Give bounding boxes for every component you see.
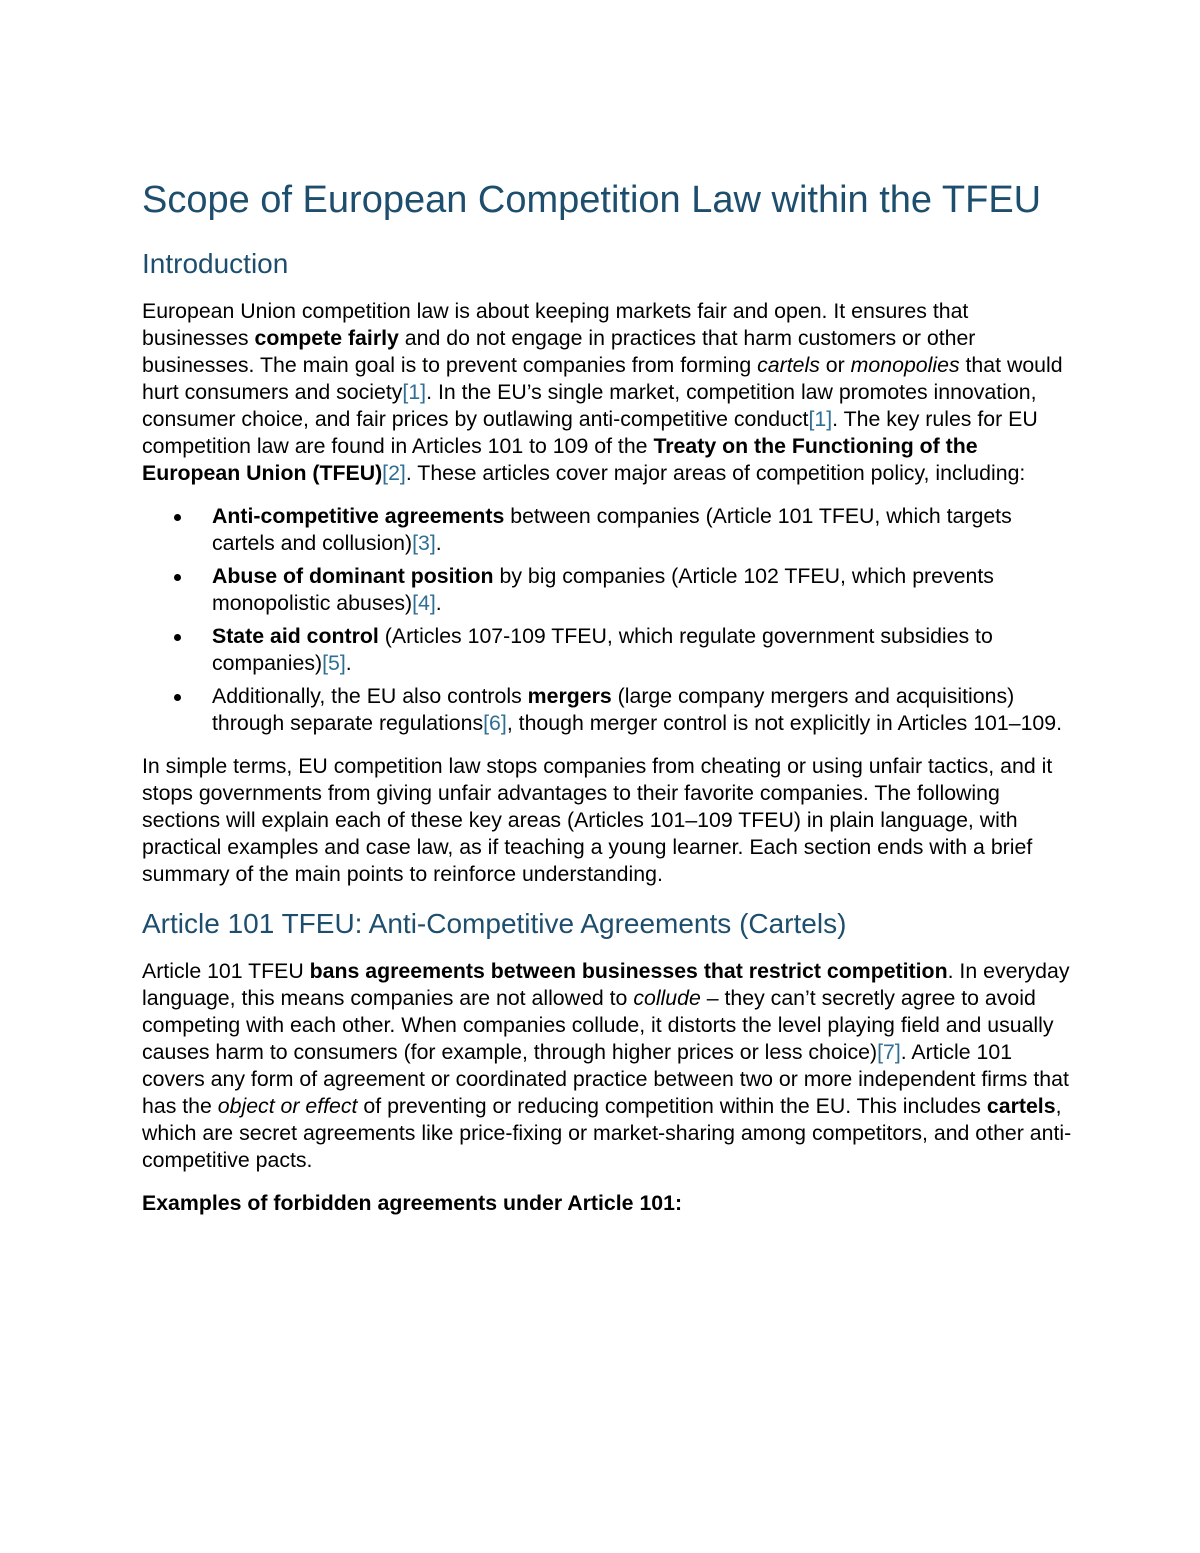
reference-link[interactable]: [7] [877,1040,901,1064]
section-heading-article-101: Article 101 TFEU: Anti-Competitive Agreements (Cartels) [142,908,847,939]
bullet-icon [174,694,181,701]
intro-paragraph-2: In simple terms, EU competition law stops companies from cheating or using unfair tactics, and it stops governments from giving unfair advantages to their favorite companies. The following sections will explain each of these key areas (Articles 101–109 TFEU) in plain language, with practical examples and case law, as if teaching a young learner. Each section ends with a brief summary of the main points to reinforce understanding. [142,754,1053,886]
reference-link[interactable]: [6] [483,711,507,735]
document-page [142,178,1072,1217]
intro-paragraph-1: European Union competition law is about keeping markets fair and open. It ensures that businesses compete fairly and do not engage in practices that harm customers or other businesses. The main goal is to prevent companies from forming cartels or monopolies that would hurt consumers and society[1]. In the EU’s single market, competition law promotes innovation, consumer choice, and fair prices by outlawing anti-competitive conduct[1]. The key rules for EU competition law are found in Articles 101 to 109 of the Treaty on the Functioning of the European Union (TFEU)[2]. These articles cover major areas of competition policy, including: [142,299,1063,485]
reference-link[interactable]: [5] [322,651,346,675]
reference-link[interactable]: [2] [382,461,406,485]
examples-heading: Examples of forbidden agreements under Article 101: [142,1191,683,1215]
bullet-icon [174,514,181,521]
reference-link[interactable]: [1] [808,407,833,431]
list-item: Anti-competitive agreements between companies (Article 101 TFEU, which targets cartels and collusion)[3]. [212,503,1072,557]
list-item: State aid control (Articles 107-109 TFEU, which regulate government subsidies to companies)[5]. [212,623,1072,677]
list-item: Abuse of dominant position by big companies (Article 102 TFEU, which prevents monopolistic abuses)[4]. [212,563,1072,617]
document-title: Scope of European Competition Law within the TFEU [142,179,1042,221]
reference-link[interactable]: [3] [412,531,436,555]
list-item: Additionally, the EU also controls mergers (large company mergers and acquisitions) through separate regulations[6], though merger control is not explicitly in Articles 101–109. [212,683,1072,737]
article-101-paragraph: Article 101 TFEU bans agreements between businesses that restrict competition. In everyday language, this means companies are not allowed to collude – they can’t secretly agree to avoid competing with each other. When companies collude, it distorts the level playing field and usually causes harm to consumers (for example, through higher prices or less choice)[7]. Article 101 covers any form of agreement or coordinated practice between two or more independent firms that has the object or effect of preventing or reducing competition within the EU. This includes cartels, which are secret agreements like price-fixing or market-sharing among competitors, and other anti-competitive pacts. [142,959,1072,1172]
bullet-icon [174,574,181,581]
bullet-icon [174,634,181,641]
competition-areas-list [142,503,1072,737]
reference-link[interactable]: [1] [402,380,427,404]
section-heading-introduction: Introduction [142,248,289,279]
reference-link[interactable]: [4] [412,591,436,615]
